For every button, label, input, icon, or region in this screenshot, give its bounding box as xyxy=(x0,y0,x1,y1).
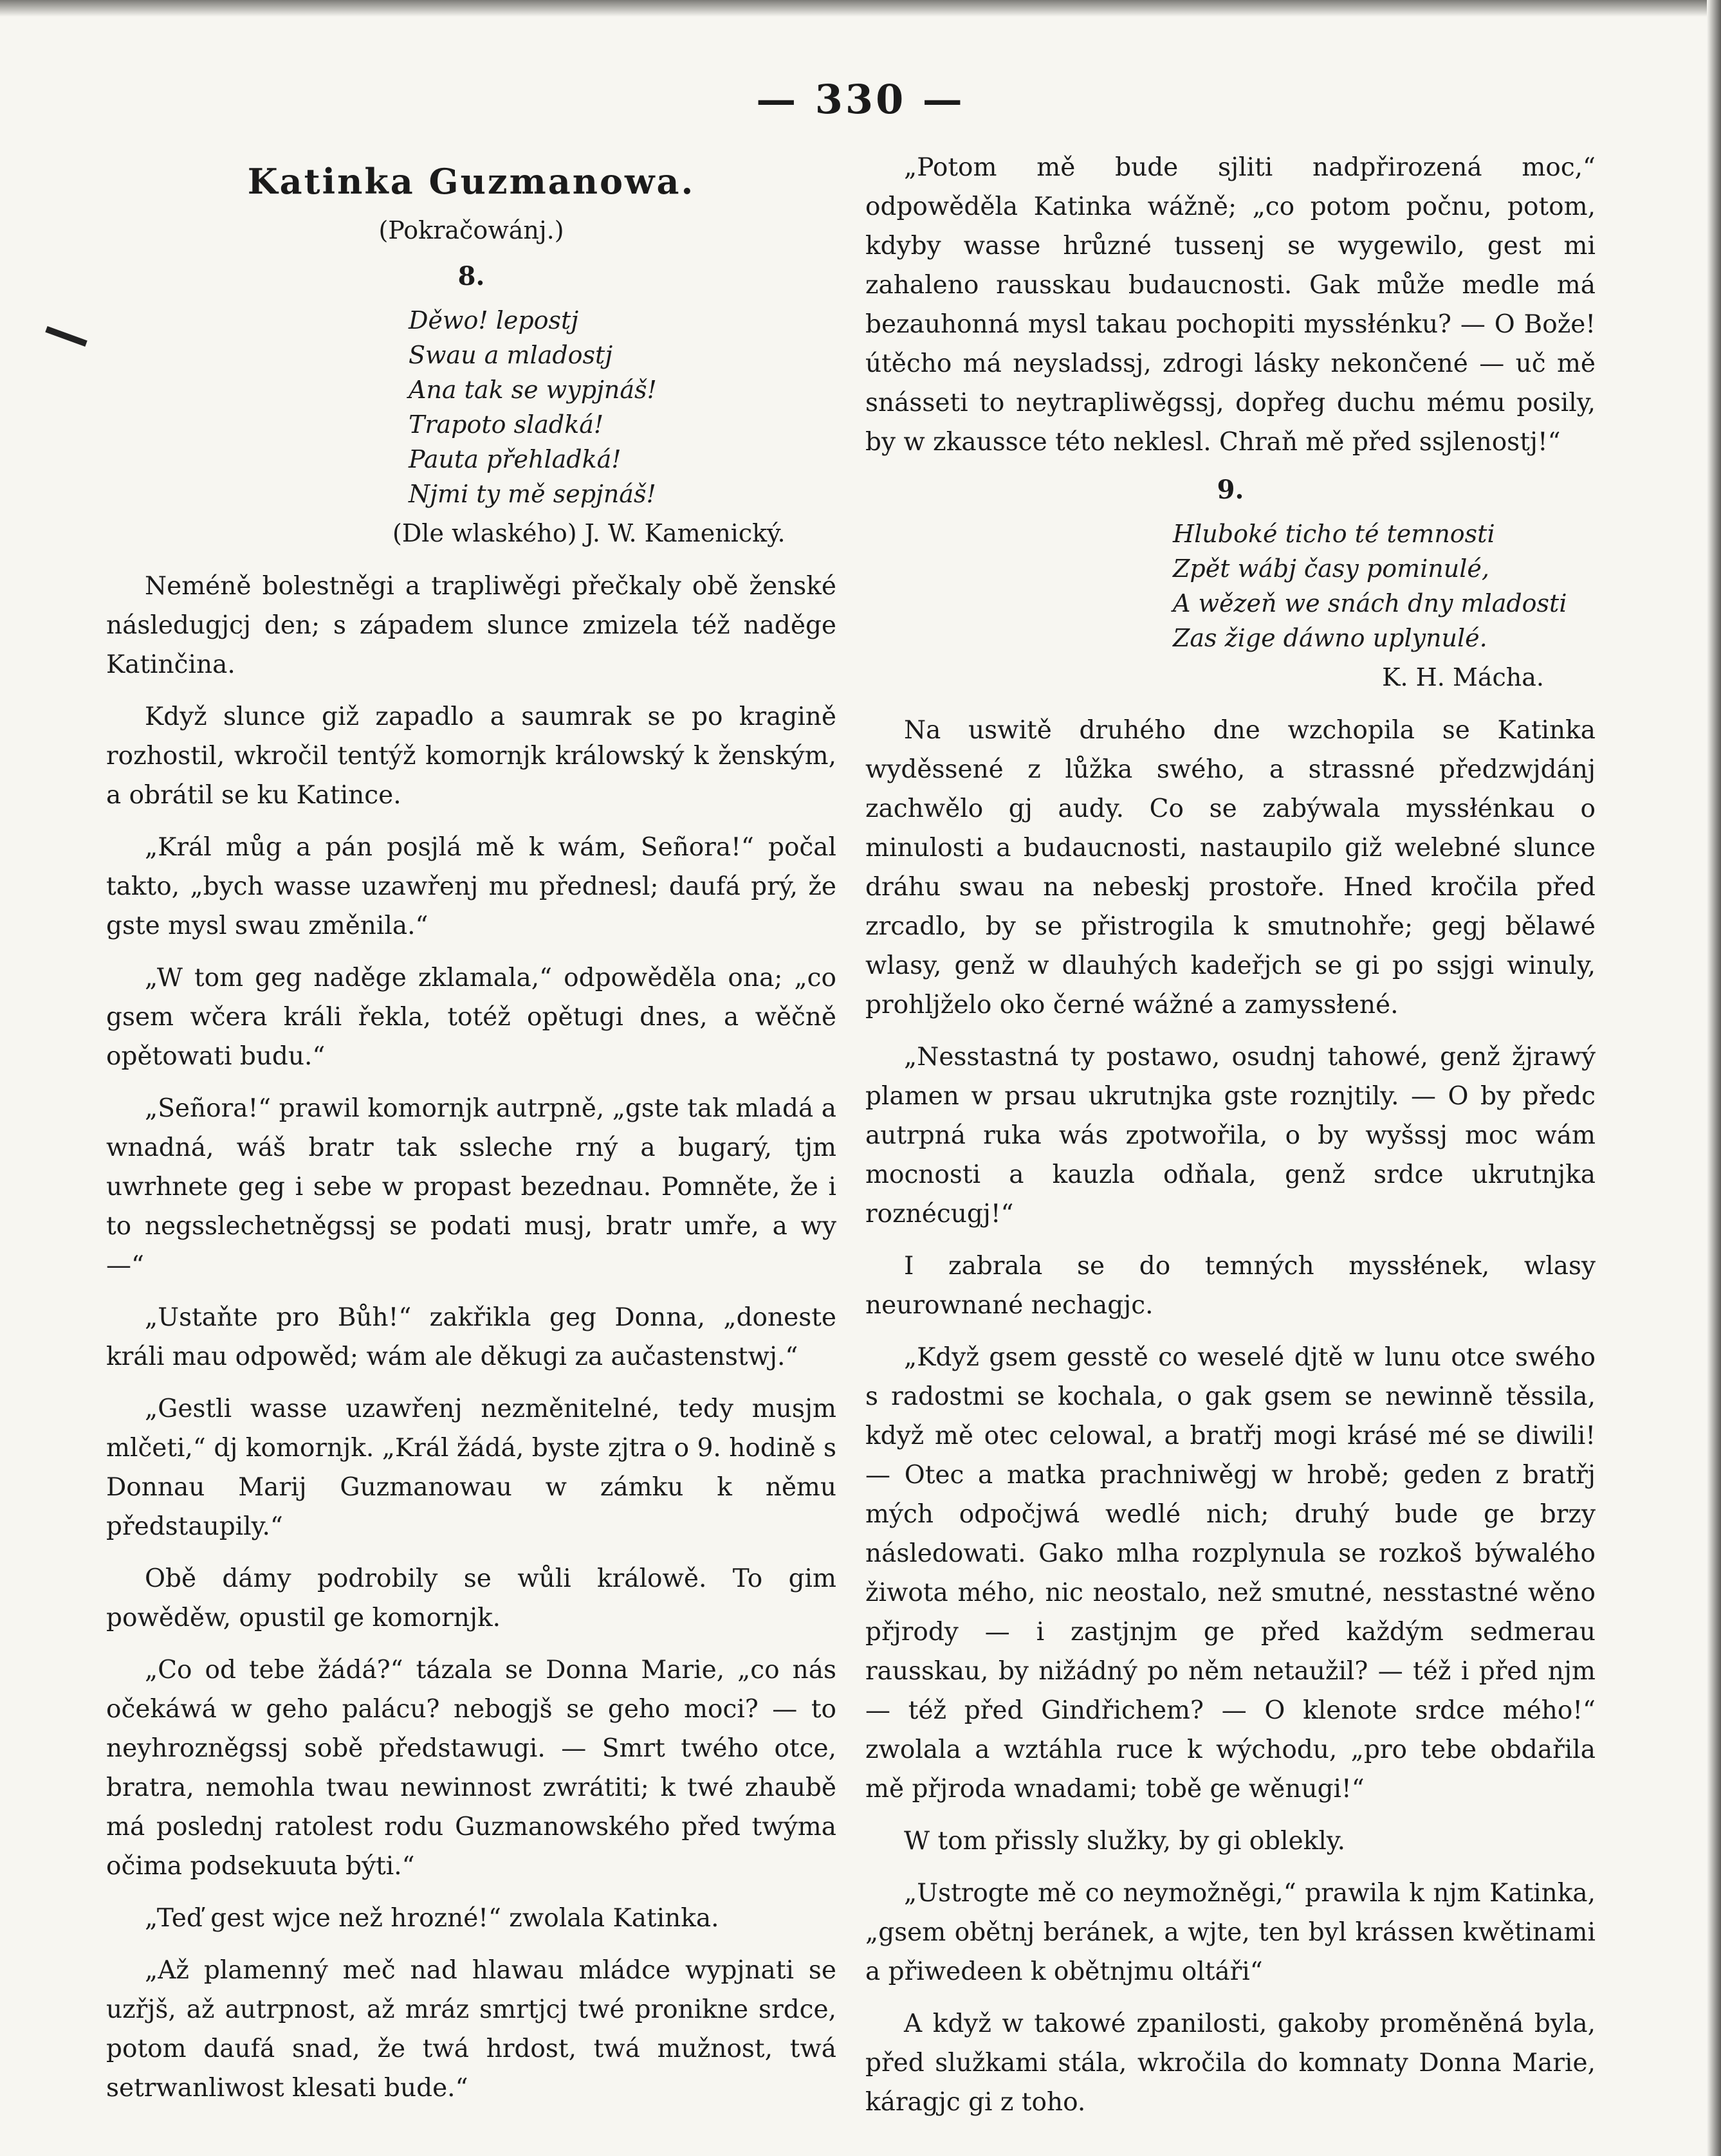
verse-line: Njmi ty mě sepjnáš! xyxy=(409,480,656,508)
verse-line: Zas žige dáwno uplynulé. xyxy=(1173,624,1487,652)
scan-top-shadow xyxy=(0,0,1721,17)
paragraph: Když slunce giž zapadlo a saumrak se po kragině rozhostil, wkročil tentýž komornjk králowský k ženským, a obrátil se ku Katince. xyxy=(106,702,836,810)
chapter-number: 8. xyxy=(457,261,485,291)
paragraph: „Gestli wasse uzawřenj nezměnitelné, tedy musjm mlčeti,“ dj komornjk. „Král žádá, byste zjtra o 9. hodině s Donnau Marij Guzmanowau w zámku k němu předstaupily.“ xyxy=(106,1394,836,1541)
scan-right-edge xyxy=(1707,0,1721,2156)
paragraph: Na uswitě druhého dne wzchopila se Katinka wyděssené z lůžka swého, a strassné předzwjdánj zachwělo gj audy. Co se zabýwala myssłénkau o minulosti a budaucnosti, nastaupilo giž welebné slunce dráhu swau na nebeskj prostoře. Hned kročila před zrcadlo, by se přistrogila k smutnohře; gegj bělawé wlasy, genž w dlauhých kadeřjch se gi po ssjgi winuly, prohljželo oko černé wážné a zamyssłené. xyxy=(865,716,1596,1019)
paragraph: A když w takowé zpanilosti, gakoby proměněná byla, před služkami stála, wkročila do komnaty Donna Marie, káragjc gi z toho. xyxy=(865,2009,1596,2117)
epigraph-verse xyxy=(865,516,1596,655)
verse-line: Hluboké ticho té temnosti xyxy=(1173,520,1495,548)
paragraph: „Teď gest wjce než hrozné!“ zwolala Katinka. xyxy=(145,1904,719,1933)
paragraph: „Nesstastná ty postawo, osudnj tahowé, genž žjrawý plamen w prsau ukrutnjka gste roznjtily. — O by předc autrpná ruka wás zpotwořila, o by wyšssj moc wám mocnosti a kauzla odňala, genž srdce ukrutnjka roznécugj!“ xyxy=(865,1043,1596,1229)
verse-attribution: (Dle wlaského) J. W. Kamenický. xyxy=(392,519,786,547)
paragraph: Obě dámy podrobily se wůli králowě. To gim powěděw, opustil ge komornjk. xyxy=(106,1564,836,1632)
paragraph: Neméně bolestněgi a trapliwěgi přečkaly obě ženské následugjcj den; s západem slunce zmizela též naděge Katinčina. xyxy=(106,572,836,679)
article-title: Katinka Guzmanowa. xyxy=(247,161,695,202)
paragraph: „Až plamenný meč nad hlawau mládce wypjnati se uzřjš, až autrpnost, až mráz smrtjcj twé pronikne srdce, potom daufá snad, že twá hrdost, twá mužnost, twá setrwanliwost klesati bude.“ xyxy=(106,1956,836,2103)
paragraph: „W tom geg naděge zklamala,“ odpowěděla ona; „co gsem wčera králi řekla, totéž opětugi dnes, a wěčně opětowati budu.“ xyxy=(106,964,836,1071)
paragraph: „Co od tebe žádá?“ tázala se Donna Marie, „co nás očekáwá w geho palácu? nebogjš se geho moci? — to neyhrozněgssj sobě předstawugi. — Smrt twého otce, bratra, nemohla twau newinnost zwrátiti; k twé zhaubě má poslednj ratolest rodu Guzmanowského před twýma očima podsekuuta býti.“ xyxy=(106,1656,836,1881)
page-number: — 330 — xyxy=(756,76,965,123)
verse-line: Pauta přehladká! xyxy=(409,445,621,473)
paragraph: „Potom mě bude sjliti nadpřirozená moc,“ odpowěděla Katinka wážně; „co potom počnu, potom, kdyby wasse hrůzné tussenj se wygewilo, gest mi zahaleno rausskau budaucnosti. Gak může medle má bezauhonná mysl takau pochopiti myssłénku? — O Bože! útěcho má neysladssj, zdrogi lásky nekončené — uč mě snásseti to neytrapliwěgssj, dopřeg duchu mému posily, by w zkaussce této neklesl. Chraň mě před ssjlenostj!“ xyxy=(865,153,1596,457)
verse-attribution: K. H. Mácha. xyxy=(1382,663,1544,691)
paragraph: „Señora!“ prawil komornjk autrpně, „gste tak mladá a wnadná, wáš bratr tak ssleche rný a bugarý, tjm uwrhnete geg i sebe w propast bezednau. Pomněte, že i to negsslechetněgssj se podati musj, bratr umře, a wy —“ xyxy=(106,1094,836,1280)
margin-mark xyxy=(45,326,87,347)
article-subtitle: (Pokračowánj.) xyxy=(378,216,564,244)
right-column xyxy=(865,148,1596,2135)
paragraph: W tom přissly služky, by gi oblekly. xyxy=(904,1827,1346,1856)
epigraph-verse xyxy=(106,303,836,511)
paragraph: I zabrala se do temných myssłének, wlasy neurownané nechagjc. xyxy=(865,1252,1596,1320)
paragraph: „Když gsem gesstě co weselé djtě w lunu otce swého s radostmi se kochala, o gak gsem se newinně těssila, když mě otec celowal, a bratřj mogi krásé mé se diwili! — Otec a matka prachniwěgj w hrobě; geden z bratřj mých odpočjwá wedlé nich; druhý bude ge brzy následowati. Gako mlha rozplynula se rozkoš býwalého žiwota mého, nic neostalo, než smutné, nesstastné wěno přjrody — i zastjnjm ge před každým sedmerau rausskau, by nižádný po něm netaužil? — též i před njm — též před Gindřichem? — O klenote srdce mého!“ zwolala a wztáhla ruce k wýchodu, „pro tebe obdařila mě přjroda wnadami; tobě ge wěnugi!“ xyxy=(865,1343,1596,1804)
chapter-number: 9. xyxy=(1217,475,1244,505)
left-column xyxy=(106,148,836,2121)
verse-line: Swau a mladostj xyxy=(409,341,613,369)
paragraph: „Ustaňte pro Bůh!“ zakřikla geg Donna, „doneste králi mau odpowěd; wám ale děkugi za aučastenstwj.“ xyxy=(106,1303,836,1371)
verse-line: Ana tak se wypjnáš! xyxy=(409,376,657,404)
verse-line: A wězeň we snách dny mladosti xyxy=(1173,589,1567,617)
paragraph: „Ustrogte mě co neymožněgi,“ prawila k njm Katinka, „gsem obětnj beránek, a wjte, ten byl krássen kwětinami a přiwedeen k obětnjmu oltáři“ xyxy=(865,1879,1596,1986)
verse-line: Zpět wábj časy pominulé, xyxy=(1173,554,1489,583)
verse-line: Děwo! lepostj xyxy=(409,306,579,334)
verse-line: Trapoto sladká! xyxy=(409,410,604,439)
paragraph: „Král můg a pán posjlá mě k wám, Señora!“ počal takto, „bych wasse uzawřenj mu přednesl; daufá prý, že gste mysl swau změnila.“ xyxy=(106,833,836,940)
